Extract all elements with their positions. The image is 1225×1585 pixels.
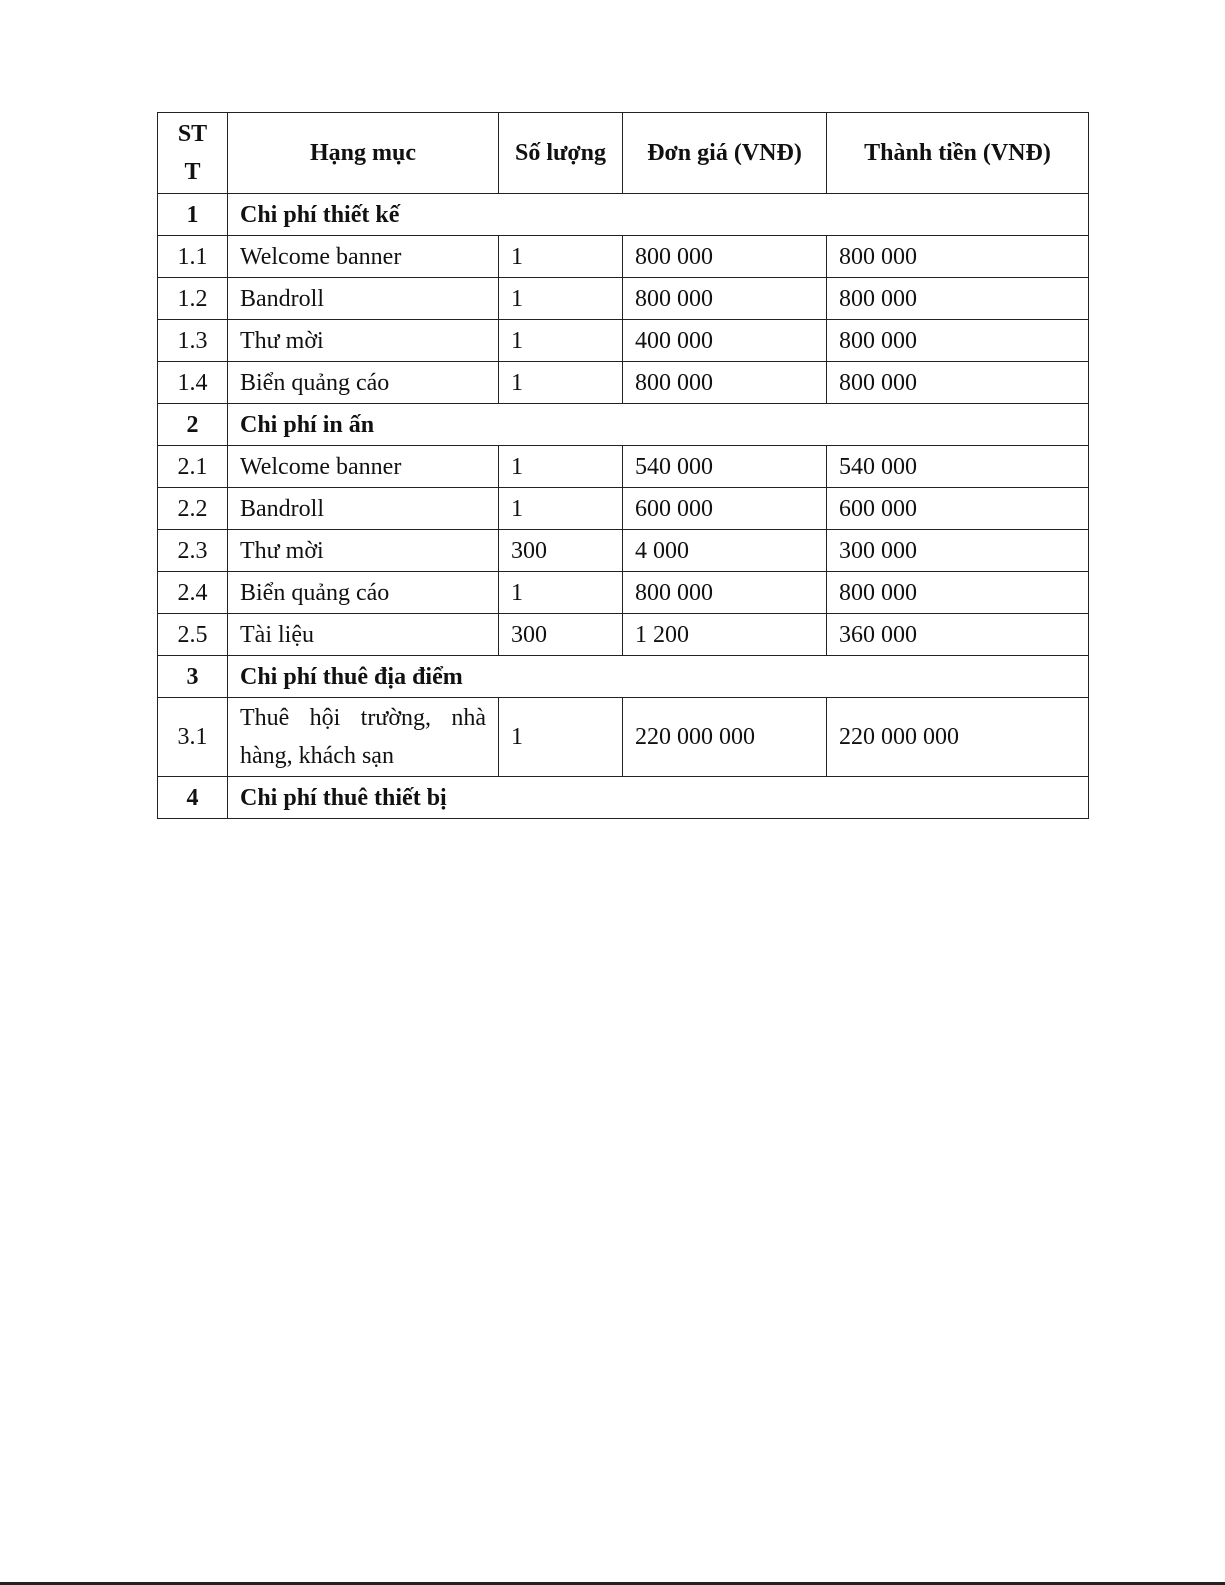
row-quantity: 1 <box>499 446 623 488</box>
row-stt: 1.4 <box>158 362 228 404</box>
row-unit-price: 400 000 <box>623 320 827 362</box>
table-row <box>158 278 1089 320</box>
row-total: 800 000 <box>827 278 1089 320</box>
row-stt: 2.5 <box>158 614 228 656</box>
row-item: Bandroll <box>228 278 499 320</box>
row-stt: 1.3 <box>158 320 228 362</box>
section-number: 2 <box>158 404 228 446</box>
row-total: 360 000 <box>827 614 1089 656</box>
row-total: 540 000 <box>827 446 1089 488</box>
row-stt: 1.2 <box>158 278 228 320</box>
row-total: 220 000 000 <box>827 698 1089 777</box>
row-total: 600 000 <box>827 488 1089 530</box>
header-stt: ST T <box>158 113 228 194</box>
row-quantity: 1 <box>499 362 623 404</box>
row-unit-price: 800 000 <box>623 278 827 320</box>
row-stt: 2.3 <box>158 530 228 572</box>
row-item: Bandroll <box>228 488 499 530</box>
header-quantity: Số lượng <box>499 113 623 194</box>
row-item: Thư mời <box>228 320 499 362</box>
table-row <box>158 236 1089 278</box>
row-item: Biển quảng cáo <box>228 572 499 614</box>
section-number: 3 <box>158 656 228 698</box>
table-row <box>158 362 1089 404</box>
row-total: 300 000 <box>827 530 1089 572</box>
section-number: 1 <box>158 194 228 236</box>
table-row <box>158 572 1089 614</box>
table-row <box>158 698 1089 777</box>
section-row <box>158 404 1089 446</box>
section-title: Chi phí thuê địa điểm <box>228 656 1089 698</box>
table-row <box>158 488 1089 530</box>
row-unit-price: 540 000 <box>623 446 827 488</box>
header-total: Thành tiền (VNĐ) <box>827 113 1089 194</box>
row-unit-price: 220 000 000 <box>623 698 827 777</box>
row-stt: 1.1 <box>158 236 228 278</box>
section-title: Chi phí in ấn <box>228 404 1089 446</box>
section-row <box>158 777 1089 819</box>
row-item: Biển quảng cáo <box>228 362 499 404</box>
table-row <box>158 320 1089 362</box>
section-row <box>158 194 1089 236</box>
row-quantity: 300 <box>499 530 623 572</box>
row-total: 800 000 <box>827 362 1089 404</box>
row-unit-price: 4 000 <box>623 530 827 572</box>
row-unit-price: 600 000 <box>623 488 827 530</box>
table-header-row <box>158 113 1089 194</box>
table-row <box>158 446 1089 488</box>
section-title: Chi phí thiết kế <box>228 194 1089 236</box>
header-item: Hạng mục <box>228 113 499 194</box>
row-item: Thư mời <box>228 530 499 572</box>
row-item: Welcome banner <box>228 236 499 278</box>
row-unit-price: 800 000 <box>623 572 827 614</box>
row-quantity: 300 <box>499 614 623 656</box>
row-unit-price: 800 000 <box>623 236 827 278</box>
row-quantity: 1 <box>499 698 623 777</box>
table-row <box>158 614 1089 656</box>
row-stt: 2.1 <box>158 446 228 488</box>
row-quantity: 1 <box>499 278 623 320</box>
table-row <box>158 530 1089 572</box>
row-stt: 2.4 <box>158 572 228 614</box>
section-row <box>158 656 1089 698</box>
row-unit-price: 800 000 <box>623 362 827 404</box>
row-quantity: 1 <box>499 320 623 362</box>
row-item: Tài liệu <box>228 614 499 656</box>
row-quantity: 1 <box>499 488 623 530</box>
row-quantity: 1 <box>499 572 623 614</box>
row-total: 800 000 <box>827 236 1089 278</box>
row-stt: 3.1 <box>158 698 228 777</box>
row-item: Welcome banner <box>228 446 499 488</box>
budget-table <box>157 112 1089 819</box>
row-stt: 2.2 <box>158 488 228 530</box>
section-title: Chi phí thuê thiết bị <box>228 777 1089 819</box>
header-unit-price: Đơn giá (VNĐ) <box>623 113 827 194</box>
row-unit-price: 1 200 <box>623 614 827 656</box>
section-number: 4 <box>158 777 228 819</box>
row-total: 800 000 <box>827 320 1089 362</box>
row-total: 800 000 <box>827 572 1089 614</box>
row-item: Thuê hội trường, nhà hàng, khách sạn <box>228 698 499 777</box>
row-quantity: 1 <box>499 236 623 278</box>
